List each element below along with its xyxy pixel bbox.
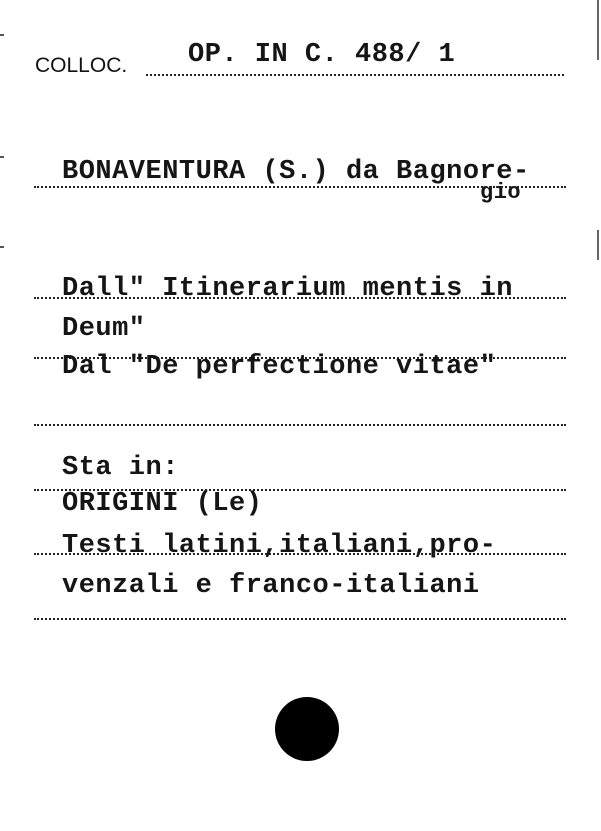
sta-in-label: Sta in: bbox=[62, 453, 179, 483]
title-line-3: Dal "De perfectione vitae" bbox=[62, 352, 497, 382]
source-subtitle-2: venzali e franco-italiani bbox=[62, 571, 480, 601]
dotted-rule bbox=[34, 297, 566, 299]
source-subtitle-1: Testi latini,italiani,pro- bbox=[62, 531, 497, 561]
shelfmark: OP. IN C. 488/ 1 bbox=[188, 40, 456, 70]
dotted-rule bbox=[34, 553, 566, 555]
title-line-2: Deum" bbox=[62, 314, 146, 344]
source-title: ORIGINI (Le) bbox=[62, 489, 263, 519]
author-heading: BONAVENTURA (S.) da Bagnore- bbox=[62, 157, 530, 187]
author-continuation: gio bbox=[480, 180, 522, 205]
card-edge bbox=[597, 230, 599, 260]
colloc-label: COLLOC. bbox=[35, 54, 128, 77]
title-line-1: Dall" Itinerarium mentis in bbox=[62, 274, 513, 304]
edge-mark bbox=[0, 156, 4, 158]
edge-mark bbox=[0, 246, 4, 248]
dotted-rule bbox=[34, 424, 566, 426]
edge-mark bbox=[0, 34, 4, 36]
card-edge bbox=[597, 0, 599, 60]
dotted-rule bbox=[34, 186, 566, 188]
punch-hole-icon bbox=[275, 697, 339, 761]
dotted-rule bbox=[146, 74, 564, 76]
dotted-rule bbox=[34, 618, 566, 620]
